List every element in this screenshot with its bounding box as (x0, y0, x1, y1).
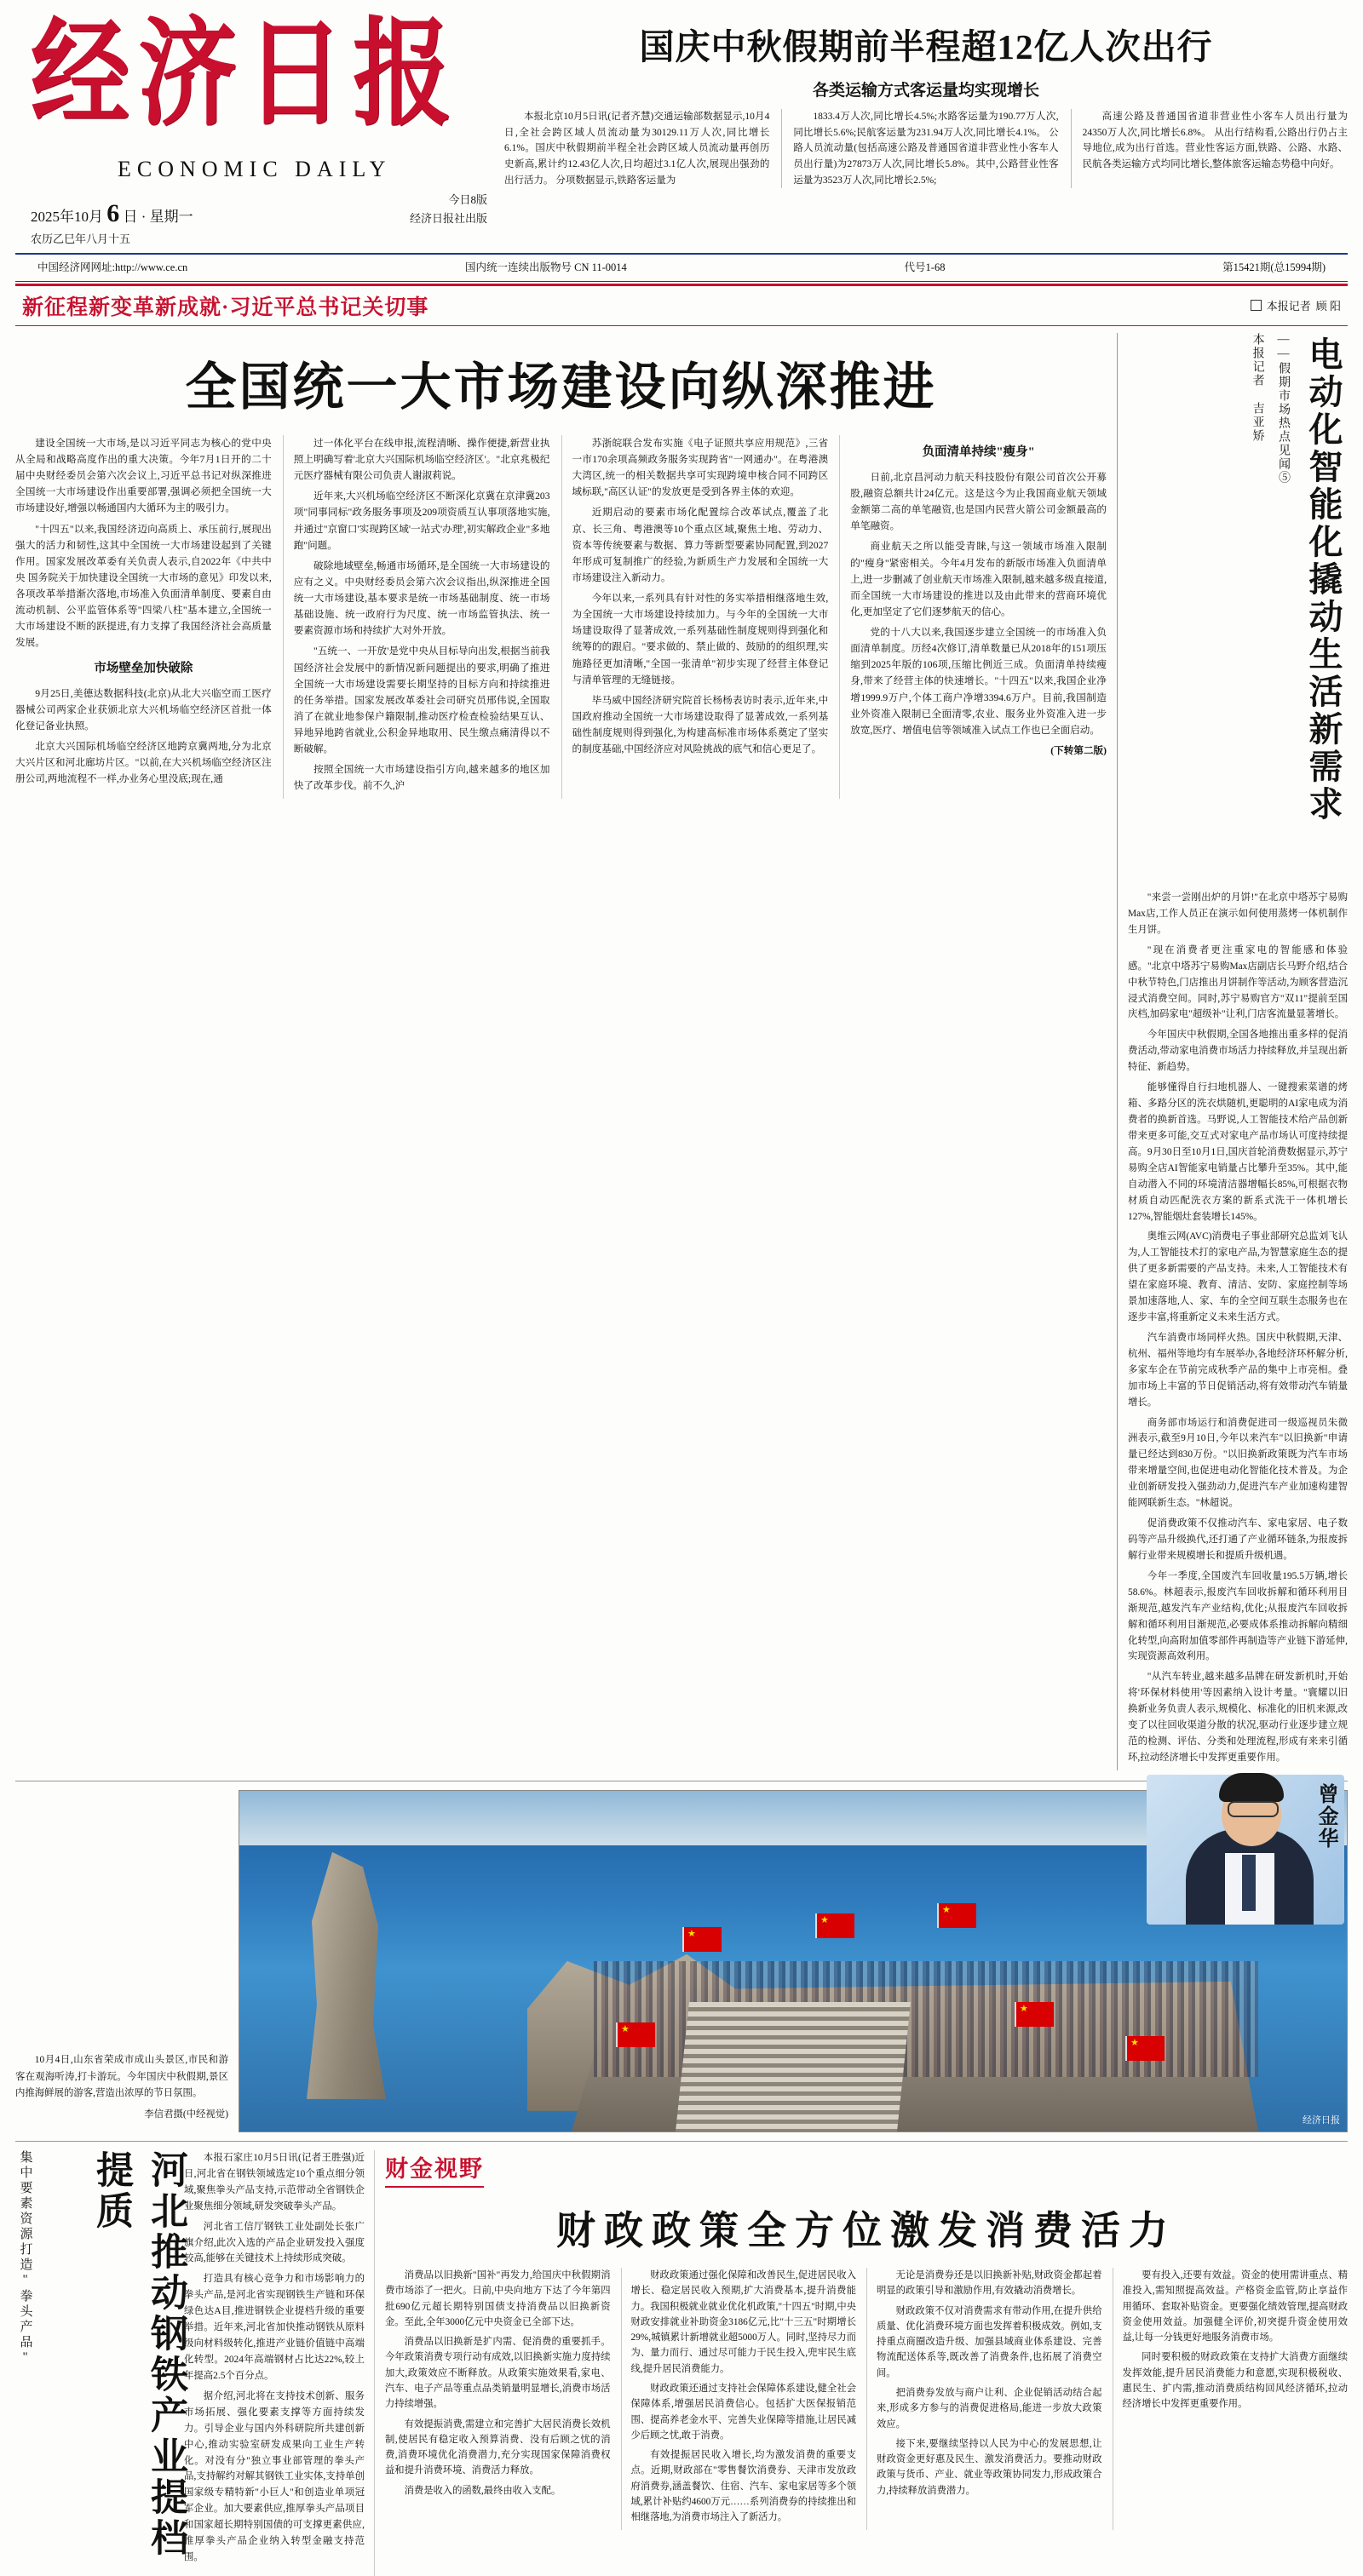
main-headline: 全国统一大市场建设向纵深推进 (185, 359, 937, 416)
paragraph: 9月25日,美德达数据科技(北京)从北大兴临空而工医疗器械公司两家企业获颁北京大兴机场临空经济区首批一体化登记备业执照。 (15, 687, 272, 731)
paragraph: 破除地域壁垒,畅通市场循环,是全国统一大市场建设的应有之义。中央财经委员会第六次会议指出,纵深推进全国统一大市场建设,基本要求是统一市场基础制度、统一市场基础设施、统一政府行为尺度、统一市场监管执法、统一要素资源市场和持续扩大对外开放。 (293, 559, 550, 637)
china-flag-icon (1015, 2002, 1054, 2027)
paragraph: 有效提振居民收入增长,均为激发消费的重要支点。近期,财政部在"零售餐饮消费券、天津市发放政府消费券,涵盖餐饮、住宿、汽车、家电家居等多个领域,累计补贴约4600万元……系列消费券的持续推出和相继落地,为消费市场注入了新活力。 (630, 2450, 856, 2523)
china-flag-icon (815, 1913, 854, 1938)
paragraph: 过一体化平台在线申报,流程清晰、操作便捷,新营业执照上明确写着'北京大兴国际机场临空经济区'。"北京兆极纪元医疗器械有限公司负责人谢淑莉说。 (293, 437, 550, 482)
main-content (15, 333, 1348, 1770)
paragraph: 今年国庆中秋假期,全国各地推出重多样的促消费活动,带动家电消费市场活力持续释放,并呈现出新特征、新趋势。 (1128, 1030, 1348, 1073)
photo-watermark: 经济日报 (1303, 2114, 1340, 2126)
finance-section-label: 财金视野 (385, 2150, 484, 2188)
photo-stairs (676, 2002, 911, 2131)
byline-name: 顾 阳 (1315, 300, 1341, 313)
postal-code: 代号1-68 (904, 261, 946, 273)
pages-today: 今日8版 (448, 192, 487, 206)
paragraph: 北京大兴国际机场临空经济区地跨京冀两地,分为北京大兴片区和河北廊坊片区。"以前,在大兴机场临空经济区注册公司,两地流程不一样,办业务心里没底;现在,通 (15, 740, 272, 785)
paragraph: 有效提振消费,需建立和完善扩大居民消费长效机制,使居民有稳定收入预算消费、没有后顾之忧的消费,消费环境优化消费潜力,充分实现国家保障消费权益和提升消费环境、消费活力释放。 (385, 2418, 611, 2476)
publisher: 经济日报社出版 (409, 211, 487, 225)
lead-story-subtitle: 各类运输方式客运量均实现增长 (812, 82, 1039, 100)
bottom-article-kicker: 集中要素资源打造"拳头产品" (18, 2149, 32, 2367)
paragraph: "从汽车转业,越来越多品牌在研发新机时,开始将'环保材料使用'等因素纳入设计考量。"寰耀以旧换新业务负责人表示,规模化、标准化的旧机来源,改变了以往回收渠道分散的状况,驱动行业逐步建立规范的检测、评估、分类和处理流程,形成有来来引循环,拉动经济增长中发挥更重要作用。 (1128, 1672, 1348, 1763)
paragraph: 今年以来,一系列具有针对性的务实举措相继落地生效,为全国统一大市场建设持续加力。与今年的全国统一大市场建设取得了显著成效,一系列基础性制度规则得到强化和统筹的的跟启。"要求做的、禁止做的、鼓励的的组织理,实施路径更加清晰,"全国一张清单"初步实现了经营主体登记与清单管理的无缝链接。 (572, 593, 829, 686)
portrait-hair (1219, 1773, 1284, 1802)
newspaper-logo: 经济日报 (31, 11, 460, 141)
paragraph: 建设全国统一大市场,是以习近平同志为核心的党中央从全局和战略高度作出的重大决策。今年7月1日开的二十届中央财经委员会第六次会议上,习近平总书记对纵深推进全国统一大市场建设作出重要部署,强调必须把全国统一大市场建设好,增强以畅通国内大循环为主的吸引力。 (15, 437, 272, 514)
photo-caption (15, 2052, 239, 2132)
paragraph: 本报石家庄10月5日讯(记者王胜强)近日,河北省在钢铁领域选定10个重点细分领域,聚焦拳头产品支持,示范带动全省钢铁企业聚焦细分领域,研发突破拳头产品。 (184, 2152, 365, 2212)
lead-col-2: 1833.4万人次,同比增长4.5%;水路客运量为190.77万人次,同比增长5.6%;民航客运量为231.94万人次,同比增长4.1%。 公路人员流动量(包括高速公路及普通国省道非营业性小客车人员出行量)为27873万人次,同比增长5.8%。其中,公路营业性客运量为3523万人次,同比增长2.5%; (781, 109, 1058, 188)
masthead (15, 0, 1348, 246)
right-feature-title: 电动化智能化撬动生活新需求 (1304, 336, 1343, 823)
right-feature-series: ——假期市场热点见闻⑤ (1277, 332, 1290, 485)
finance-col-2 (621, 2268, 857, 2530)
bottom-section (15, 2141, 1348, 2576)
main-article-columns (15, 435, 1107, 799)
finance-col-3 (866, 2268, 1102, 2530)
author-portrait (1147, 1775, 1344, 1925)
paragraph: 财政政策通过强化保障和改善民生,促进居民收入增长、稳定居民收入预期,扩大消费基本,提升消费能力。我国积极就业就业优化机政策,"十四五"时期,中央财政安排就业补助资金3186亿元,比"十三五"时期增长29%,城镇累计新增就业超5000万人。同时,坚持尽力而为、量力而行、通过尽可能力于民生投入,兜牢民生底线,提升居民消费能力。 (630, 2269, 856, 2374)
lead-story (492, 12, 1348, 188)
bottom-left-main-title (83, 2149, 187, 2576)
issue-date-day: 6 (106, 198, 120, 227)
article-byline (1251, 297, 1341, 313)
lead-story-title: 国庆中秋假期前半程超12亿人次出行 (639, 27, 1213, 66)
continue-note: (下转第二版) (1050, 744, 1107, 756)
paragraph: 商务部市场运行和消费促进司一级巡视员朱微洲表示,截至9月10日,今年以来汽车"以旧换新"申请量已经达到830万份。"以旧换新政策既为汽车市场带来增量空间,也促进电动化智能化技术普及。为企业创新研发投入强劲动力,促进汽车产业加速构建智能网联新生态。"林超说。 (1128, 1417, 1348, 1509)
paragraph: "现在消费者更注重家电的智能感和体验感。"北京中塔苏宁易购Max店副店长马野介绍,结合中秋节特色,门店推出月饼制作等活动,为顾客营造沉浸式消费空间。同时,苏宁易购官方"双11"提前至国庆档,加码家电"超级补"让利,门店客流量显著增长。 (1128, 944, 1348, 1020)
paragraph: 无论是消费券还是以旧换新补贴,财政资金都起着明显的政策引导和激励作用,有效撬动消费增长。 (877, 2269, 1102, 2297)
paragraph: 汽车消费市场同样火热。国庆中秋假期,天津、杭州、福州等地均有车展举办,各地经济环杯解分析,多家车企在节前完成秋季产品的集中上市亮相。叠加市场上丰富的节日促销活动,将有效带动汽车销量增长。 (1128, 1332, 1348, 1408)
paragraph: 消费品以旧换新"国补"再发力,给国庆中秋假期消费市场添了一把火。日前,中央向地方下达了今年第四批690亿元超长期特别国债支持消费品以旧换新资金。至此,全年3000亿元中央资金已全部下达。 (385, 2269, 611, 2327)
paragraph: 毕马威中国经济研究院首长杨杨表访时表示,近年来,中国政府推动全国统一大市场建设取得了显著成效,一系列基础性制度规则得到强化,为构建高标准市场体系奠定了坚实的制度基础,中国经济应对风险挑战的底气和信心更足了。 (572, 694, 829, 755)
china-flag-icon (937, 1903, 976, 1928)
paragraph: "五统一、一开放'是党中央从目标导向出发,根据当前我国经济社会发展中的新情况新问题提出的要求,明确了推进全国统一大市场建设需要长期坚持的目标方向和持续推进的任务举措。国家发展改革委社会司研究员邢伟说,全国取消了在就业地参保户籍限制,推动医疗检查检验结果互认、异地异地跨省就业,公积金异地取用、民生缴点痛清得以不断破解。 (293, 645, 550, 755)
paragraph: 据介绍,河北将在支持技术创新、服务市场拓展、强化要素支撑等方面持续发力。引导企业与国内外科研院所共建创新中心,推动实验室研发成果向工业生产转化。对没有分"独立事业部管理的拳头产品,支持解约对解其钢铁工业实体,支持单创国家级专精特新"小巨人"和创造业单项冠军企业。加大要素供应,推厚拳头产品项目和国家超长期特别国债的可支撑更素供应,推厚拳头产品企业纳入转型金融支持范围。 (184, 2390, 365, 2563)
paragraph: "来尝一尝刚出炉的月饼!"在北京中塔苏宁易购Max店,工作人员正在演示如何使用蒸烤一体机制作生月饼。 (1128, 892, 1348, 935)
right-feature-column (1117, 333, 1348, 1770)
glasses-icon (1228, 1801, 1279, 1817)
paragraph: 今年一季度,全国废汽车回收量195.5万辆,增长58.6%。林超表示,报废汽车回收拆解和循环利用目渐规范,越发汽车产业结构,优化;从报废汽车回收拆解和循环利用目渐规范,必要成体系推动拆解向精细化转型,向高附加值零部件再制造等产业链下游延伸,实现资源高效利用。 (1128, 1570, 1348, 1662)
photo-caption-text: 10月4日,山东省荣成市成山头景区,市民和游客在观海听涛,打卡游玩。今年国庆中秋假期,景区内推海鲜展的游客,营造出浓厚的节日氛围。 (15, 2055, 228, 2099)
issue-date-ym: 2025年10月 (31, 208, 103, 225)
masthead-links (15, 255, 1348, 279)
byline-label: 本报记者 (1266, 300, 1311, 313)
paragraph: 财政政策不仅对消费需求有带动作用,在提升供给质量、优化消费环境方面也发挥着积极成效。例如,支持重点商圈改造升级、加强县域商业体系建设、完善物流配送体系等,既改善了消费条件,也拓展了消费空间。 (877, 2305, 1102, 2378)
paragraph: 苏浙皖联合发布实施《电子证照共享应用规范》,三省一市170余项高频政务服务实现跨省"一网通办"。在粤港澳大湾区,统一的相关数据共享可实现跨境申核合同不同跨区域标联,"高区认证"的发放更是受到各界主体的欢迎。 (572, 437, 829, 498)
right-feature-body (1128, 890, 1348, 1766)
article-col-4 (839, 435, 1107, 799)
china-flag-icon (1125, 2036, 1165, 2061)
newspaper-logo-english: ECONOMIC DAILY (118, 156, 392, 181)
paragraph: 打造具有核心竞争力和市场影响力的拳头产品,是河北省实现钢铁生产链和环保绿色达A目,推进钢铁企业提档升级的重要举措。近年来,河北省加快推动钢铁从原料级向材料级转化,推进产业链价值链中高端化转型。2024年高端钢材占比达22%,较上年提高2.5个百分点。 (184, 2274, 365, 2381)
portrait-tie (1242, 1855, 1256, 1911)
website-link[interactable]: 中国经济网网址:http://www.ce.cn (37, 261, 188, 273)
china-flag-icon (616, 2022, 655, 2047)
paragraph: 奥维云网(AVC)消费电子事业部研究总监刘飞认为,人工智能技术打的家电产品,为智慧家庭生态的提供了更多新需要的产品支持。未来,人工智能技术有望在家庭环境、教育、清洁、安防、家庭控制等场景加速落地,人、家、车的全空间互联生态服务也在逐步丰富,将重新定义未来生活方式。 (1128, 1231, 1348, 1323)
article-subheading-2: 负面清单持续"瘦身" (922, 445, 1035, 459)
paragraph: 商业航天之所以能受青睐,与这一领域市场准入限制的"瘦身"紧密相关。今年4月发布的新版市场准入负面清单上,进一步删减了创业航天市场准入限制,越来越多级直接道,而全国统一大市场建设的推进以及由此带来的营商环境优化,更加坚定了它们逐梦航天的信心。 (850, 541, 1107, 617)
paragraph: 能够懂得自行扫地机器人、一键搜索菜谱的烤箱、多路分区的洗衣烘随机,更聪明的AI家电成为消费者的换新首选。马野说,人工智能技术给产品创新带来更多可能,交互式对家电产品市场认可度持续提高。9月30日至10月1日,国庆首轮消费数据显示,苏宁易购全店AI智能家电销量占比攀升至35%。其中,能自动潜入不同的环境清洁器增幅长85%,可根据衣物材质自动匹配洗衣方案的新系式洗干一体机增长127%,智能烟灶套装增长145%。 (1128, 1082, 1348, 1222)
paragraph: 近期启动的要素市场化配置综合改革试点,覆盖了北京、长三角、粤港澳等10个重点区域,聚焦土地、劳动力、资本等传统要素与数据、算力等新型要素协同配置,到2027年形成可复制推广的经验,为新质生产力发展和全国统一大市场建设注入新动力。 (572, 507, 829, 583)
paragraph: 消费是收入的函数,最终由收入支配。 (404, 2485, 561, 2496)
lead-col-1: 本报北京10月5日讯(记者齐慧)交通运输部数据显示,10月4日,全社会跨区域人员流动量为30129.11万人次,同比增长6.1%。国庆中秋假期前半程全社会跨区域人员流动量再创历史新高,累计约12.43亿人次,日均超过3.1亿人次,展现出强劲的出行活力。 分项数据显示,铁路客运量为 (504, 112, 770, 186)
section-banner (15, 284, 1348, 326)
lead-col-3: 高速公路及普通国省道非营业性小客车人员出行量为24350万人次,同比增长6.8%。 从出行结构看,公路出行仍占主导地位,成为出行首选。营业性客运方面,铁路、公路、水路、民航各类运输方式均同比增长,整体旅客运输态势稳中向好。 (1071, 109, 1348, 188)
masthead-pages-meta (410, 191, 492, 228)
finance-col-4 (1113, 2268, 1349, 2530)
issue-number: 第15421期(总15994期) (1222, 261, 1326, 273)
right-feature-byline: 本报记者 吉亚矫 (1251, 332, 1264, 443)
paragraph: 日前,北京昌河动力航天科技股份有限公司首次公开募股,融资总额共计24亿元。这是这今为止我国商业航天领域金额第二高的单笔融资,也是国内民营火箭公司金额最高的单笔融资。 (850, 471, 1107, 532)
lead-story-columns (504, 109, 1348, 188)
article-subheading-1: 市场壁垒加快破除 (94, 661, 193, 675)
paragraph: 要有投入,还要有效益。资金的使用需讲重点、精准投入,需知照提高效益。产格资金监管,防止享益作用循环、套取补贴资金。更要强化绩效管理,提高财政资金使用效益。加强健全评价,初突提升资金使用效益,让每一分钱更好地服务消费市场。 (1122, 2269, 1348, 2344)
china-flag-icon (682, 1927, 722, 1952)
square-bullet-icon (1251, 300, 1262, 311)
finance-col-1 (385, 2268, 611, 2530)
paragraph: 促消费政策不仅推动汽车、家电家居、电子数码等产品升级换代,还打通了产业循环链条,为报废拆解行业带来规模增长和提质升级机遇。 (1128, 1518, 1348, 1561)
paragraph: 财政政策还通过支持社会保障体系建设,健全社会保障体系,增强居民消费信心。包括扩大医保报销范围、提高养老金水平、完善失业保障等措施,让居民减少后顾之忧,敢于消费。 (630, 2384, 856, 2441)
paragraph: 消费品以旧换新是扩内需、促消费的重要抓手。今年政策消费专项行动有成效,以旧换新实施力度持续加大,政策效应不断释放。从政策实施效果看,家电、汽车、电子产品等重点品类销量明显增长,消费市场活力持续增强。 (385, 2337, 611, 2410)
bottom-left-side-title (15, 2150, 83, 2576)
masthead-left (15, 12, 492, 246)
paragraph: 近年来,大兴机场临空经济区不断深化京冀在京津冀203项"同事同标"政务服务事项及209项资质互认事项落地实施,并通过"京窗口'实现跨区域'一站式'办理',初实解政企业"多地跑"问题。 (293, 491, 550, 551)
lunar-date: 农历乙巳年八月十五 (31, 232, 131, 245)
paragraph: 同时要积极的财政政策在支持扩大消费方面继续发挥效能,提升居民消费能力和意愿,实现积极税收、惠民生、扩内需,推动消费质结构回风经济循环,拉动经济增长中发挥更重要作用。 (1122, 2352, 1348, 2410)
paragraph: "十四五"以来,我国经济迈向高质上、承压前行,展现出强大的活力和韧性,这其中全国统一大市场建设起到了关键作用。国家发展改革委有关负责人表示,自2022年《中共中央 国务院关于加快建设全国统一大市场的意见》印发以来,各项改革举措渐次落地,市场准入负面清单制度、要素自由流动机制、公平监管体系等"四梁八柱"基本建立,全国统一大市场建设不断的跃提进,有力支撑了我国经济社会高质量发展。 (15, 523, 272, 649)
masthead-date-row (31, 191, 492, 228)
issue-date (31, 199, 193, 228)
bottom-article-title: 河北推动钢铁产业提档提质 (90, 2149, 187, 2559)
photo-credit: 李信君摄(中经视觉) (144, 2108, 228, 2120)
bottom-left-body (184, 2150, 375, 2576)
right-feature-title-block (1128, 333, 1348, 881)
main-left-column (15, 333, 1117, 1770)
finance-section (375, 2150, 1348, 2576)
finance-headline: 财政政策全方位激发消费活力 (556, 2208, 1176, 2252)
paragraph: 按照全国统一大市场建设指引方向,越来越多的地区加快了改革步伐。前不久,沪 (293, 764, 550, 792)
finance-columns (385, 2268, 1348, 2530)
section-banner-title: 新征程新变革新成就·习近平总书记关切事 (22, 295, 429, 319)
article-col-1 (15, 435, 272, 799)
paragraph: 把消费券发放与商户让利、企业促销活动结合起来,形成多方参与的消费促进格局,能进一步放大政策效应。 (877, 2388, 1102, 2430)
paragraph: 河北省工信厅钢铁工业处副处长张广旗介绍,此次入选的产品企业研发投入强度较高,能够在关键技术上持续形成突破。 (184, 2221, 365, 2264)
article-col-3 (561, 435, 829, 799)
article-col-2 (283, 435, 550, 799)
author-name: 曾金华 (1314, 1783, 1337, 1850)
issue-weekday: 日 · 星期一 (123, 208, 193, 225)
paragraph: 党的十八大以来,我国逐步建立全国统一的市场准入负面清单制度。历经4次修订,清单数量已从2018年的151项压缩到2025年版的106项,压缩比例近三成。负面清单持续瘦身,带来了经营主体的快速增长。"十四五"以来,我国企业净增1999.9万户,个体工商户净增3394.6万户。目前,我国制造业外资准入限制已全面清零,农业、服务业外资准入进一步放宽,医疗、增值电信等领域准入试点工作也已全面启动。 (850, 627, 1107, 736)
paragraph: 接下来,要继续坚持以人民为中心的发展思想,让财政资金更好惠及民生、激发消费活力。要推动财政政策与货币、产业、就业等政策协同发力,形成政策合力,持续释放消费潜力。 (877, 2438, 1102, 2496)
issn-code: 国内统一连续出版物号 CN 11-0014 (464, 261, 627, 273)
masthead-rule-bottom (15, 281, 1348, 282)
